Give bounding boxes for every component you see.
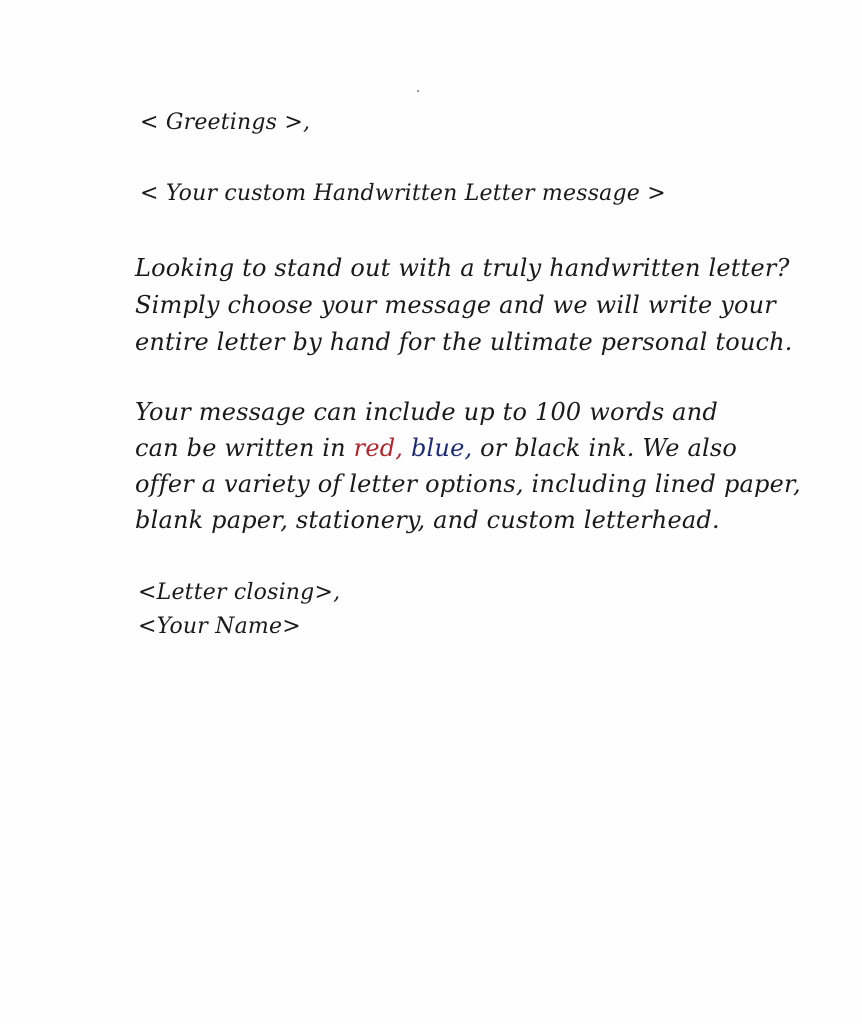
paragraph1-line2: Simply choose your message and we will write your <box>135 291 776 319</box>
paragraph2-line2 <box>135 436 737 460</box>
message-placeholder-line: < Your custom Handwritten Letter message > <box>140 181 666 206</box>
closing-line: <Letter closing>, <box>138 580 341 605</box>
paper-speck <box>417 90 419 92</box>
paragraph2-line4: blank paper, stationery, and custom letterhead. <box>135 506 720 534</box>
paragraph1-line1: Looking to stand out with a truly handwritten letter? <box>135 254 790 282</box>
word-space <box>403 434 411 462</box>
paragraph2-line1: Your message can include up to 100 words and <box>135 398 718 426</box>
paragraph2-line3: offer a variety of letter options, including lined paper, <box>135 470 801 498</box>
paragraph2-line2-end: or black ink. We also <box>472 434 738 462</box>
red-ink-word: red, <box>353 434 404 462</box>
signature-name-line: <Your Name> <box>138 614 301 639</box>
paragraph2-line2-start: can be written in <box>135 434 354 462</box>
blue-ink-word: blue, <box>410 434 473 462</box>
paragraph1-line3: entire letter by hand for the ultimate personal touch. <box>135 328 793 356</box>
greeting-line: < Greetings >, <box>140 110 311 135</box>
